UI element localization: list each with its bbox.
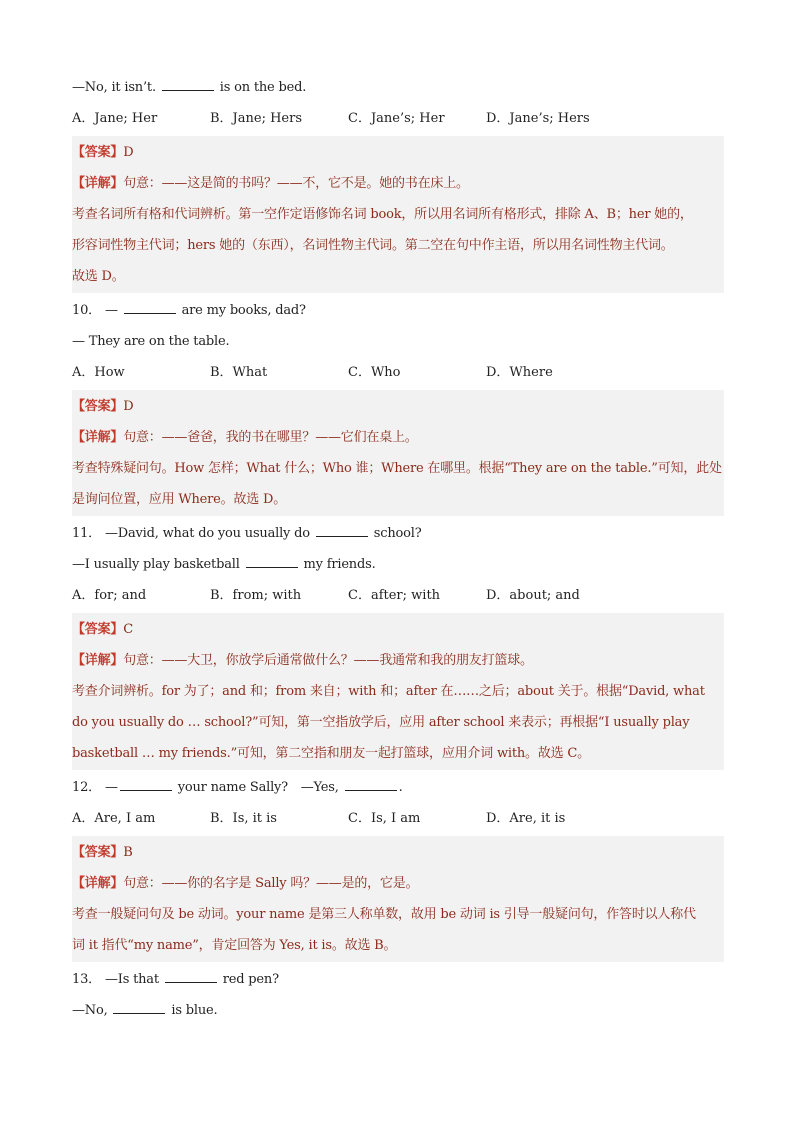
option-a: A．How — [72, 365, 125, 380]
question-text: . — [398, 780, 403, 795]
answer-line — [72, 614, 724, 645]
options-row — [72, 103, 724, 134]
answer-box — [72, 390, 724, 516]
option-b: B．Jane; Hers — [210, 111, 303, 126]
detail-line: 考查特殊疑问句。How 怎样；What 什么；Who 谁；Where 在哪里。根据“They are on the table.”可知，此处 — [72, 461, 722, 476]
option-d: D．Jane’s; Hers — [486, 111, 590, 126]
answer-line — [72, 837, 724, 868]
option-a: A．Jane; Her — [72, 111, 158, 126]
answer-tag: 【答案】 — [72, 845, 124, 860]
question-number: 13． — [72, 972, 101, 987]
option-c: C．after; with — [348, 588, 441, 603]
question-line — [72, 549, 724, 580]
detail-line: 形容词性物主代词；hers 她的（东西），名词性物主代词。第二空在句中作主语，所以用名词性物主代词。 — [72, 238, 674, 253]
detail-tag: 【详解】 — [72, 176, 124, 191]
option-b: B．Is, it is — [210, 811, 277, 826]
answer-value: D — [123, 145, 134, 160]
answer-blank — [113, 999, 165, 1014]
detail-tag: 【详解】 — [72, 430, 124, 445]
option-d: D．Where — [486, 365, 553, 380]
answer-tag: 【答案】 — [72, 622, 124, 637]
question-line — [72, 964, 724, 995]
answer-blank — [124, 299, 176, 314]
option-c: C．Is, I am — [348, 811, 421, 826]
question-line: — They are on the table. — [72, 334, 230, 349]
detail-line — [72, 645, 724, 676]
option-c: C．Jane’s; Her — [348, 111, 445, 126]
detail-line: 考查名词所有格和代词辨析。第一空作定语修饰名词 book，所以用名词所有格形式，排除 A、B；her 她的， — [72, 207, 693, 222]
question-text: — — [104, 780, 118, 795]
option-d: D．about; and — [486, 588, 580, 603]
answer-value: B — [123, 845, 133, 860]
answer-blank — [345, 776, 397, 791]
option-b: B．What — [210, 365, 268, 380]
answer-line — [72, 137, 724, 168]
question-line — [72, 772, 724, 803]
question-number: 10． — [72, 303, 101, 318]
question-text: —No, it isn’t. — [72, 80, 160, 95]
answer-blank — [120, 776, 172, 791]
option-b: B．from; with — [210, 588, 302, 603]
question-number: 12． — [72, 780, 101, 795]
detail-line: do you usually do … school?”可知，第一空指放学后，应用 after school 来表示；再根据“I usually play — [72, 715, 690, 730]
detail-line: basketball … my friends.”可知，第二空指和朋友一起打篮球，应用介词 with。故选 C。 — [72, 746, 590, 761]
document-page — [72, 0, 724, 1026]
options-row — [72, 580, 724, 611]
question-text: —I usually play basketball — [72, 557, 244, 572]
answer-blank — [165, 968, 217, 983]
answer-tag: 【答案】 — [72, 145, 124, 160]
question-text: —No, — [72, 1003, 112, 1018]
option-c: C．Who — [348, 365, 401, 380]
answer-blank — [246, 553, 298, 568]
answer-value: D — [123, 399, 134, 414]
detail-text: 句意：——爸爸，我的书在哪里？——它们在桌上。 — [123, 430, 418, 445]
detail-line — [72, 422, 724, 453]
detail-tag: 【详解】 — [72, 653, 124, 668]
question-line — [72, 295, 724, 326]
question-text: —Is that — [104, 972, 163, 987]
detail-line — [72, 868, 724, 899]
question-text: is on the bed. — [215, 80, 307, 95]
question-line — [72, 72, 724, 103]
question-line — [72, 995, 724, 1026]
answer-tag: 【答案】 — [72, 399, 124, 414]
options-row — [72, 803, 724, 834]
detail-line: 是询问位置，应用 Where。故选 D。 — [72, 492, 287, 507]
option-a: A．for; and — [72, 588, 147, 603]
answer-box — [72, 613, 724, 770]
answer-blank — [316, 522, 368, 537]
answer-box — [72, 836, 724, 962]
detail-text: 句意：——你的名字是 Sally 吗？——是的，它是。 — [123, 876, 419, 891]
options-row — [72, 357, 724, 388]
detail-line: 考查介词辨析。for 为了；and 和；from 来自；with 和；after 在……之后；about 关于。根据“David, what — [72, 684, 705, 699]
detail-text: 句意：——大卫，你放学后通常做什么？——我通常和我的朋友打篮球。 — [123, 653, 533, 668]
answer-box — [72, 136, 724, 293]
question-text: is blue. — [167, 1003, 218, 1018]
question-text: are my books, dad? — [177, 303, 306, 318]
option-a: A．Are, I am — [72, 811, 156, 826]
answer-line — [72, 391, 724, 422]
detail-text: 句意：——这是简的书吗？——不，它不是。她的书在床上。 — [123, 176, 469, 191]
detail-line: 故选 D。 — [72, 269, 125, 284]
detail-line — [72, 168, 724, 199]
question-number: 11． — [72, 526, 101, 541]
answer-value: C — [123, 622, 133, 637]
question-text: school? — [369, 526, 422, 541]
detail-line: 词 it 指代“my name”，肯定回答为 Yes, it is。故选 B。 — [72, 938, 397, 953]
question-text: red pen? — [218, 972, 279, 987]
question-text: my friends. — [299, 557, 376, 572]
detail-tag: 【详解】 — [72, 876, 124, 891]
question-line — [72, 518, 724, 549]
question-text: —David, what do you usually do — [104, 526, 314, 541]
option-d: D．Are, it is — [486, 811, 566, 826]
question-text: your name Sally? —Yes, — [173, 780, 343, 795]
answer-blank — [162, 76, 214, 91]
question-text: — — [104, 303, 122, 318]
detail-line: 考查一般疑问句及 be 动词。your name 是第三人称单数，故用 be 动词 is 引导一般疑问句，作答时以人称代 — [72, 907, 696, 922]
